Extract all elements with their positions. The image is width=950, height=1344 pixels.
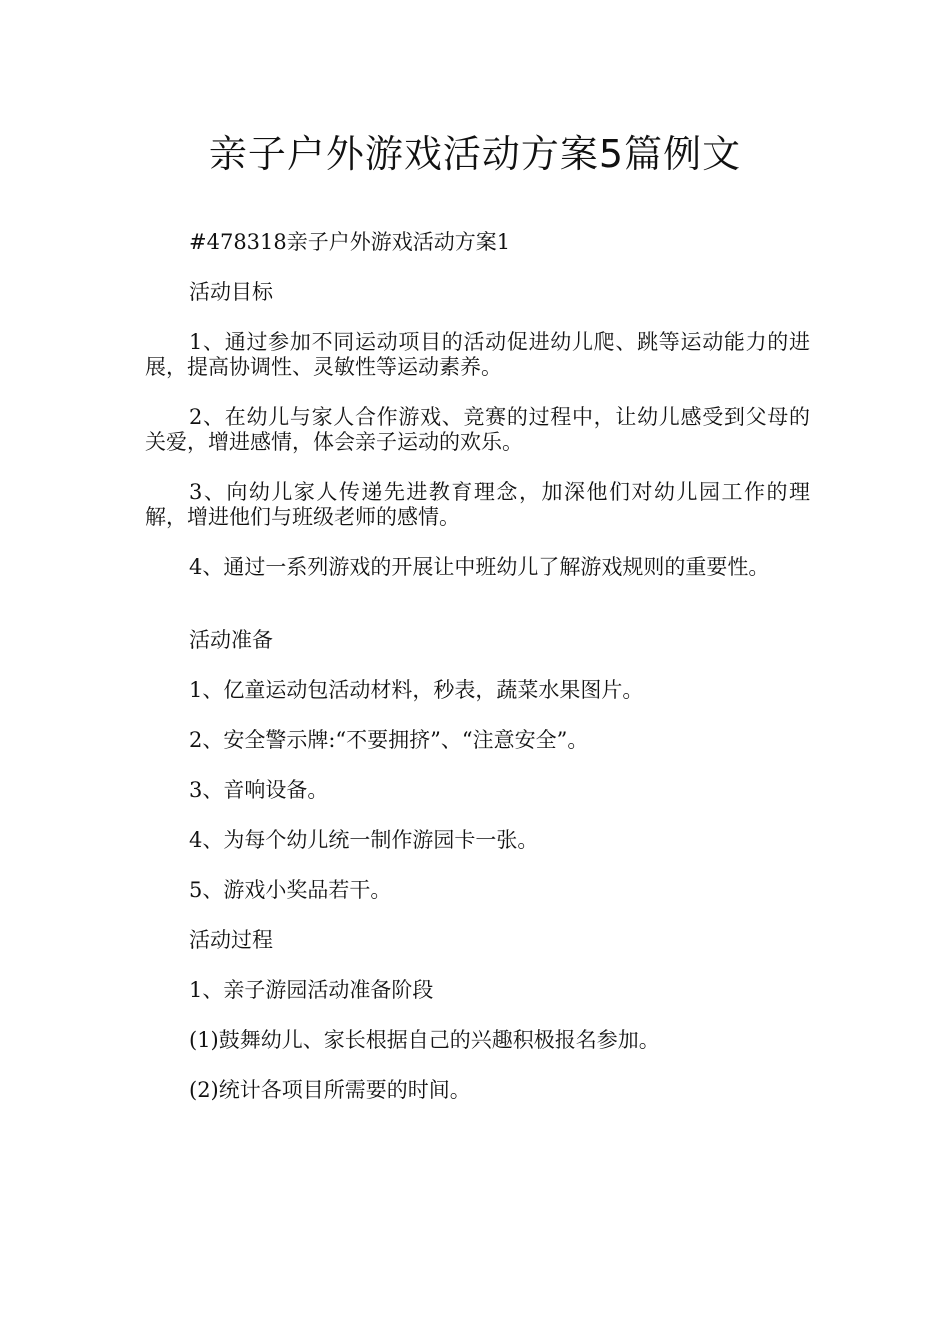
preparation-item-2: 2、安全警示牌:“不要拥挤”、“注意安全”。 xyxy=(189,728,589,752)
process-substep-1: (1)鼓舞幼儿、家长根据自己的兴趣积极报名参加。 xyxy=(189,1028,660,1052)
preparation-item-3: 3、音响设备。 xyxy=(189,778,329,802)
process-substep-2: (2)统计各项目所需要的时间。 xyxy=(189,1078,471,1102)
goal-item-1: 1、通过参加不同运动项目的活动促进幼儿爬、跳等运动能力的进展，提高协调性、灵敏性等运动素养。 xyxy=(145,330,810,379)
process-step-1: 1、亲子游园活动准备阶段 xyxy=(189,978,434,1002)
section-heading-goals: 活动目标 xyxy=(189,280,273,304)
document-title: 亲子户外游戏活动方案5篇例文 xyxy=(208,132,742,176)
document-body xyxy=(145,230,810,1128)
goal-item-3: 3、向幼儿家人传递先进教育理念，加深他们对幼儿园工作的理解，增进他们与班级老师的感情。 xyxy=(145,480,810,529)
heading-plan-1: #478318亲子户外游戏活动方案1 xyxy=(189,230,511,254)
preparation-item-5: 5、游戏小奖品若干。 xyxy=(189,878,392,902)
section-heading-process: 活动过程 xyxy=(189,928,273,952)
section-heading-preparation: 活动准备 xyxy=(189,628,273,652)
preparation-item-4: 4、为每个幼儿统一制作游园卡一张。 xyxy=(189,828,539,852)
preparation-item-1: 1、亿童运动包活动材料，秒表，蔬菜水果图片。 xyxy=(189,678,644,702)
goal-item-4: 4、通过一系列游戏的开展让中班幼儿了解游戏规则的重要性。 xyxy=(189,555,770,579)
goal-item-2: 2、在幼儿与家人合作游戏、竞赛的过程中，让幼儿感受到父母的关爱，增进感情，体会亲子运动的欢乐。 xyxy=(145,405,810,454)
